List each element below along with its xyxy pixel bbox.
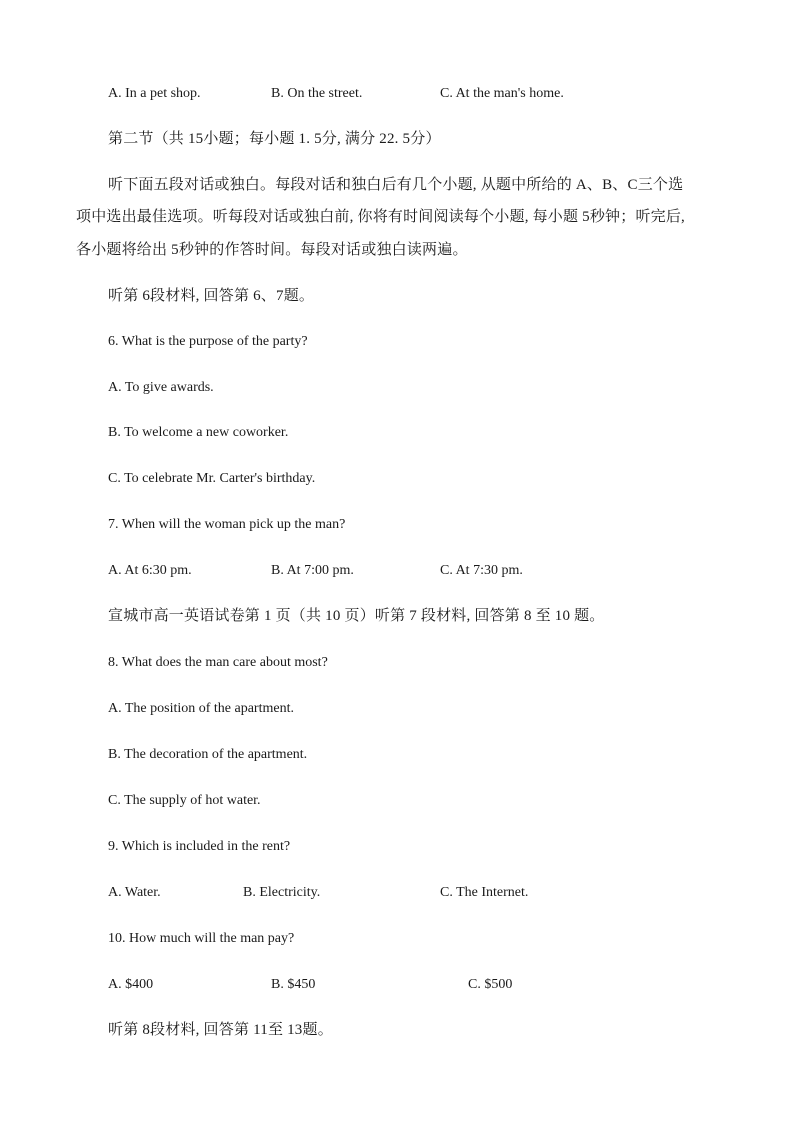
q8-option-c: C. The supply of hot water. [108, 793, 261, 808]
q9-option-a: A. Water. [108, 885, 161, 900]
instructions-line-3: 各小题将给出 5秒钟的作答时间。每段对话或独白读两遍。 [76, 242, 468, 258]
q5-option-c: C. At the man's home. [440, 86, 564, 101]
q5-option-a: A. In a pet shop. [108, 86, 201, 101]
q7-option-c: C. At 7:30 pm. [440, 563, 523, 578]
q9-option-b: B. Electricity. [243, 885, 321, 900]
question-10: 10. How much will the man pay? [108, 931, 295, 946]
instructions-line-1: 听下面五段对话或独白。每段对话和独白后有几个小题, 从题中所给的 A、B、C三个选 [108, 177, 684, 193]
q7-option-a: A. At 6:30 pm. [108, 563, 192, 578]
q6-option-b: B. To welcome a new coworker. [108, 425, 289, 440]
section-heading: 第二节（共 15小题；每小题 1. 5分, 满分 22. 5分） [108, 131, 441, 147]
question-8: 8. What does the man care about most? [108, 655, 328, 670]
q6-option-a: A. To give awards. [108, 380, 214, 395]
instructions-line-2: 项中选出最佳选项。听每段对话或独白前, 你将有时间阅读每个小题, 每小题 5秒钟；听完后, [76, 209, 686, 225]
q10-option-c: C. $500 [468, 977, 513, 992]
q7-option-b: B. At 7:00 pm. [271, 563, 354, 578]
passage-6-intro: 听第 6段材料, 回答第 6、7题。 [108, 288, 315, 304]
question-6: 6. What is the purpose of the party? [108, 334, 308, 349]
question-9: 9. Which is included in the rent? [108, 839, 291, 854]
q8-option-a: A. The position of the apartment. [108, 701, 294, 716]
q10-option-b: B. $450 [271, 977, 316, 992]
q9-option-c: C. The Internet. [440, 885, 529, 900]
q6-option-c: C. To celebrate Mr. Carter's birthday. [108, 471, 316, 486]
q5-option-b: B. On the street. [271, 86, 363, 101]
passage-7-intro: 宣城市高一英语试卷第 1 页（共 10 页）听第 7 段材料, 回答第 8 至 10 题。 [108, 608, 605, 624]
q10-option-a: A. $400 [108, 977, 154, 992]
question-7: 7. When will the woman pick up the man? [108, 517, 346, 532]
passage-8-intro: 听第 8段材料, 回答第 11至 13题。 [108, 1022, 333, 1038]
q8-option-b: B. The decoration of the apartment. [108, 747, 308, 762]
